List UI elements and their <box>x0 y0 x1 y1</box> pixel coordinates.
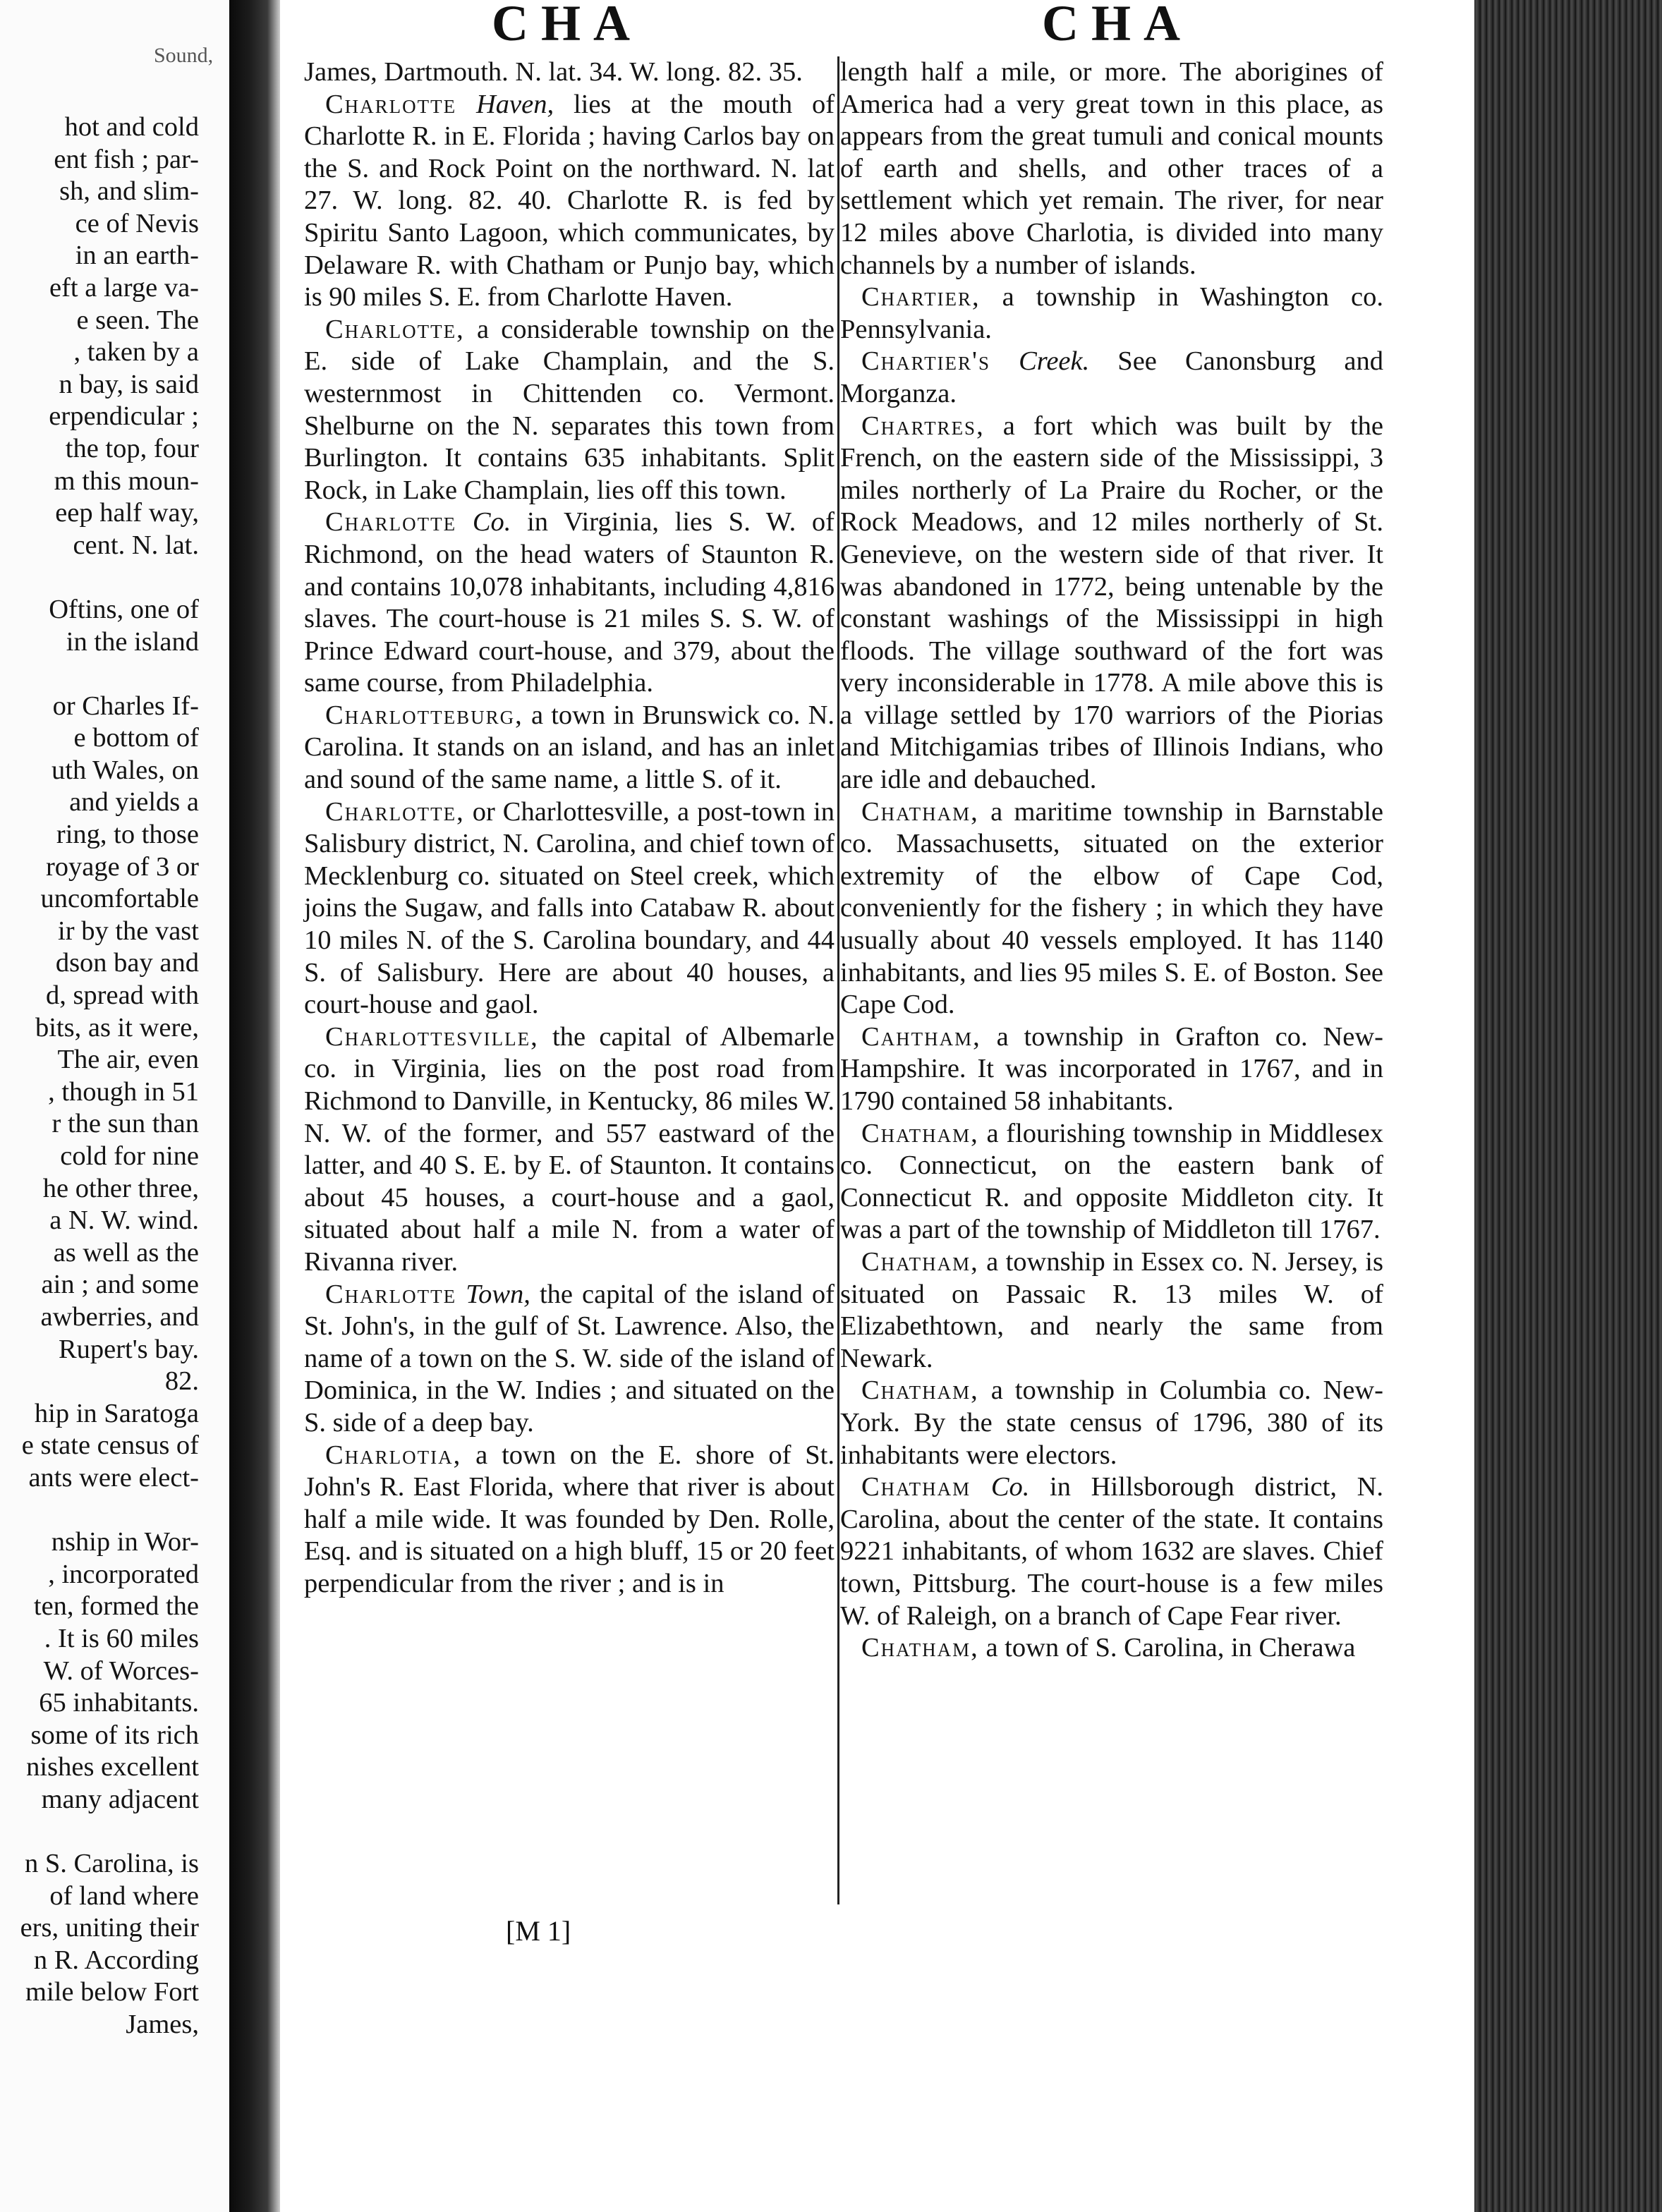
gazetteer-entry <box>840 796 1383 1021</box>
entry-text: lies at the mouth of Charlotte R. in E. Florida ; having Carlos bay on the S. and Rock Point on the northward. N. lat 27. W. long. 82. 40. Charlotte R. is fed by Spiritu Santo Lagoon, which communicates, by Delaware R. with Chatham or Punjo bay, which is 90 miles S. E. from Charlotte Haven. <box>304 89 835 312</box>
facing-page-line: the top, four <box>65 433 199 463</box>
entry-headword-qualifier: Haven, <box>476 89 554 119</box>
facing-page-line: , taken by a <box>73 337 199 367</box>
facing-page-line: dson bay and <box>55 948 199 978</box>
entry-text: a town on the E. shore of St. John's R. East Florida, where that river is about half a mile wide. It was founded by Den. Rolle, Esq. and is situated on a high bluff, 15 or 20 feet perpendicular from the river ; and is in <box>304 1440 835 1598</box>
facing-page-line: some of its rich <box>30 1720 199 1750</box>
facing-page-line: ain ; and some <box>41 1270 199 1300</box>
facing-page-line: ent fish ; par- <box>54 144 199 174</box>
entry-headword: Chatham, <box>861 1118 979 1148</box>
entry-headword: Chatham <box>861 1472 971 1502</box>
facing-page-fragment <box>0 0 229 2212</box>
facing-page-line: ants were elect- <box>28 1462 199 1493</box>
facing-page-line: royage of 3 or <box>45 851 199 882</box>
entry-headword-qualifier: Co. <box>990 1472 1030 1502</box>
facing-page-line: erpendicular ; <box>49 401 199 432</box>
gazetteer-entry <box>840 411 1383 796</box>
facing-page-line: uncomfortable <box>40 884 199 914</box>
entry-text: a township in Washington co. Pennsylvania. <box>840 282 1383 344</box>
entry-headword: Charlotte <box>325 89 457 119</box>
facing-page-line: , though in 51 <box>48 1076 199 1107</box>
facing-page-line: in an earth- <box>75 241 199 271</box>
facing-page-line: d, spread with <box>45 980 199 1011</box>
page-edges <box>1474 0 1662 2212</box>
facing-page-line: . It is 60 miles <box>44 1623 199 1653</box>
facing-page-line: sh, and slim- <box>59 176 199 207</box>
entry-headword: Charlotte <box>325 507 457 537</box>
gazetteer-entry <box>840 1375 1383 1471</box>
facing-page-line: cent. N. lat. <box>73 530 199 560</box>
facing-page-line: cold for nine <box>60 1141 199 1171</box>
facing-page-line: James, <box>126 2010 199 2040</box>
book-gutter <box>229 0 280 2212</box>
entry-headword: Chartier, <box>861 282 981 312</box>
gazetteer-entry <box>304 56 835 89</box>
entry-headword: Charlotte <box>325 1279 457 1309</box>
facing-page-line: ce of Nevis <box>75 208 199 238</box>
gazetteer-entry <box>304 796 835 1021</box>
entry-text: in Virginia, lies S. W. of Richmond, on the head waters of Staunton R. and contains 10,078 inhabitants, including 4,816 slaves. The court-house is 21 miles S. S. W. of Prince Edward court-house, and 379, about the same course, from Philadelphia. <box>304 507 835 698</box>
facing-page-line: 82. <box>164 1366 199 1397</box>
facing-page-line <box>0 1816 199 1848</box>
facing-page-line: mile below Fort <box>25 1977 199 2007</box>
facing-page-line: W. of Worces- <box>43 1655 199 1686</box>
facing-page-line: e bottom of <box>73 723 199 753</box>
entry-headword: Chartier's <box>861 346 991 377</box>
facing-page-line: nishes excellent <box>26 1752 199 1782</box>
facing-page-line: ten, formed the <box>33 1591 199 1622</box>
entry-text: a township in Columbia co. New-York. By the state census of 1796, 380 of its inhabitants were electors. <box>840 1375 1383 1470</box>
signature-mark: [M 1] <box>506 1915 571 1947</box>
facing-page-line: eep half way, <box>55 498 199 528</box>
gazetteer-entry <box>840 1246 1383 1375</box>
gazetteer-entry <box>304 1440 835 1600</box>
facing-page-line: bits, as it were, <box>35 1012 199 1043</box>
entry-text: a town in Brunswick co. N. Carolina. It stands on an island, and has an inlet and sound of the same name, a little S. of it. <box>304 700 835 795</box>
facing-page-line: ers, uniting their <box>20 1913 199 1943</box>
facing-page-line: Rupert's bay. <box>58 1334 199 1364</box>
gazetteer-entry <box>840 1118 1383 1246</box>
facing-page-line <box>0 561 199 594</box>
facing-page-line: e seen. The <box>76 305 199 335</box>
facing-page-line <box>0 1495 199 1527</box>
entry-text: a maritime township in Barnstable co. Massachusetts, situated on the exterior extremity of the elbow of Cape Cod, conveniently for the fishery ; in which they have usually about 40 vessels employed. It has 1140 inhabitants, and lies 95 miles S. E. of Boston. See Cape Cod. <box>840 796 1383 1020</box>
entry-text: a flourishing township in Middlesex co. Connecticut, on the eastern bank of Connecticut R. and opposite Middleton city. It was a part of the township of Middleton till 1767. <box>840 1118 1383 1245</box>
entry-headword: Charlottesville, <box>325 1021 539 1052</box>
facing-page-line: hot and cold <box>64 112 199 142</box>
entry-headword: Charlotia, <box>325 1440 462 1470</box>
facing-page-line: m this moun- <box>54 466 199 496</box>
gazetteer-entry <box>840 1021 1383 1118</box>
facing-page-line: hip in Saratoga <box>34 1398 199 1428</box>
facing-page-line: many adjacent <box>41 1784 199 1814</box>
entry-headword: Chatham, <box>861 796 979 827</box>
entry-headword: Chatham, <box>861 1246 979 1277</box>
facing-page-line: eft a large va- <box>49 272 199 303</box>
facing-page-header: Sound, <box>154 44 214 67</box>
entry-headword: Charlotte, <box>325 314 465 344</box>
running-head-left: CHA <box>492 0 643 51</box>
entry-text: James, Dartmouth. N. lat. 34. W. long. 82. 35. <box>304 57 803 87</box>
entry-headword: Chartres, <box>861 411 985 441</box>
facing-page-line: The air, even <box>57 1045 199 1075</box>
facing-page-line <box>0 658 199 691</box>
facing-page-line: in the island <box>66 626 199 657</box>
facing-page-line: and yields a <box>69 787 199 818</box>
left-column <box>304 56 835 1600</box>
gazetteer-entry <box>304 506 835 700</box>
gazetteer-entry <box>840 1632 1383 1665</box>
right-column <box>840 56 1383 1665</box>
facing-page-line: or Charles If- <box>52 691 199 721</box>
entry-text: or Charlottesville, a post-town in Salisbury district, N. Carolina, and chief town of Mecklenburg co. situated on Steel creek, which joins the Sugaw, and falls into Catabaw R. about 10 miles N. of the S. Carolina boundary, and 44 S. of Salisbury. Here are about 40 houses, a court-house and gaol. <box>304 796 835 1020</box>
facing-page-line: nship in Wor- <box>51 1527 199 1557</box>
entry-headword: Charlotteburg, <box>325 700 523 730</box>
entry-text: the capital of the island of St. John's, in the gulf of St. Lawrence. Also, the name of a town on the S. W. side of the island of Dominica, in the W. Indies ; and situated on the S. side of a deep bay. <box>304 1279 835 1438</box>
entry-text: a town of S. Carolina, in Cherawa <box>978 1633 1356 1663</box>
entry-headword: Chatham, <box>861 1375 979 1406</box>
facing-page-line: 65 inhabitants. <box>39 1688 199 1718</box>
gazetteer-entry <box>840 346 1383 410</box>
gazetteer-entry <box>840 1471 1383 1632</box>
facing-page-line: , incorporated <box>48 1559 199 1589</box>
gazetteer-entry <box>304 1021 835 1279</box>
book-page <box>280 0 1474 2212</box>
facing-page-line: ir by the vast <box>58 916 199 946</box>
facing-page-line: a N. W. wind. <box>49 1205 199 1236</box>
gazetteer-entry <box>304 89 835 314</box>
entry-headword: Charlotte, <box>325 796 465 827</box>
entry-text: a considerable township on the E. side of Lake Champlain, and the S. westernmost in Chittenden co. Vermont. Shelburne on the N. separates this town from Burlington. It contains 635 inhabitants. Split Rock, in Lake Champlain, lies off this town. <box>304 314 835 505</box>
entry-text: a township in Grafton co. New-Hampshire. It was incorporated in 1767, and in 1790 contained 58 inhabitants. <box>840 1021 1383 1116</box>
facing-page-line: e state census of <box>21 1430 199 1461</box>
facing-page-line: of land where <box>49 1880 199 1911</box>
facing-page-line: n S. Carolina, is <box>24 1849 199 1879</box>
facing-page-line: n R. According <box>33 1945 199 1975</box>
entry-headword-qualifier: Co. <box>472 507 511 537</box>
facing-page-line: n bay, is said <box>59 369 199 399</box>
facing-page-line: uth Wales, on <box>51 755 199 785</box>
entry-text: length half a mile, or more. The aborigines of America had a very great town in this place, as appears from the great tumuli and conical mounts of earth and shells, and other traces of a settlement which yet remain. The river, for near 12 miles above Charlotia, is divided into many channels by a number of islands. <box>840 57 1383 280</box>
entry-headword: Cahtham, <box>861 1021 981 1052</box>
entry-text: in Hillsborough district, N. Carolina, about the center of the state. It contains 9221 inhabitants, of whom 1632 are slaves. Chief town, Pittsburg. The court-house is a few miles W. of Raleigh, on a branch of Cape Fear river. <box>840 1472 1383 1631</box>
facing-page-text <box>0 111 199 2041</box>
gazetteer-entry <box>304 700 835 796</box>
column-rule <box>837 56 839 1904</box>
facing-page-line: Oftins, one of <box>49 594 199 624</box>
running-head-right: CHA <box>1042 0 1193 51</box>
entry-headword-qualifier: Creek. <box>1019 346 1090 377</box>
facing-page-line: ring, to those <box>56 820 199 850</box>
facing-page-line: awberries, and <box>40 1301 199 1332</box>
entry-text: See Canonsburg and Morganza. <box>840 346 1383 408</box>
entry-text: the capital of Albemarle co. in Virginia, lies on the post road from Richmond to Danville, in Kentucky, 86 miles W. N. W. of the former, and 557 eastward of the latter, and 40 S. E. by E. of Staunton. It contains about 45 houses, a court-house and a gaol, situated about half a mile N. from a water of Rivanna river. <box>304 1021 835 1277</box>
facing-page-line: as well as the <box>53 1237 199 1268</box>
entry-headword: Chatham, <box>861 1633 979 1663</box>
facing-page-line: he other three, <box>42 1173 199 1203</box>
gazetteer-entry <box>840 56 1383 281</box>
entry-headword-qualifier: Town, <box>466 1279 530 1309</box>
gazetteer-entry <box>304 1279 835 1440</box>
gazetteer-entry <box>840 281 1383 346</box>
gazetteer-entry <box>304 314 835 507</box>
facing-page-line: r the sun than <box>51 1109 199 1139</box>
entry-text: a township in Essex co. N. Jersey, is situated on Passaic R. 13 miles W. of Elizabethtown, and nearly the same from Newark. <box>840 1246 1383 1373</box>
entry-text: a fort which was built by the French, on the eastern side of the Mississippi, 3 miles northerly of La Praire du Rocher, or the Rock Meadows, and 12 miles northerly of St. Genevieve, on the western side of that river. It was abandoned in 1772, being untenable by the constant washings of the Mississippi in high floods. The village southward of the fort was very inconsiderable in 1778. A mile above this is a village settled by 170 warriors of the Piorias and Mitchigamias tribes of Illinois Indians, who are idle and debauched. <box>840 411 1383 795</box>
